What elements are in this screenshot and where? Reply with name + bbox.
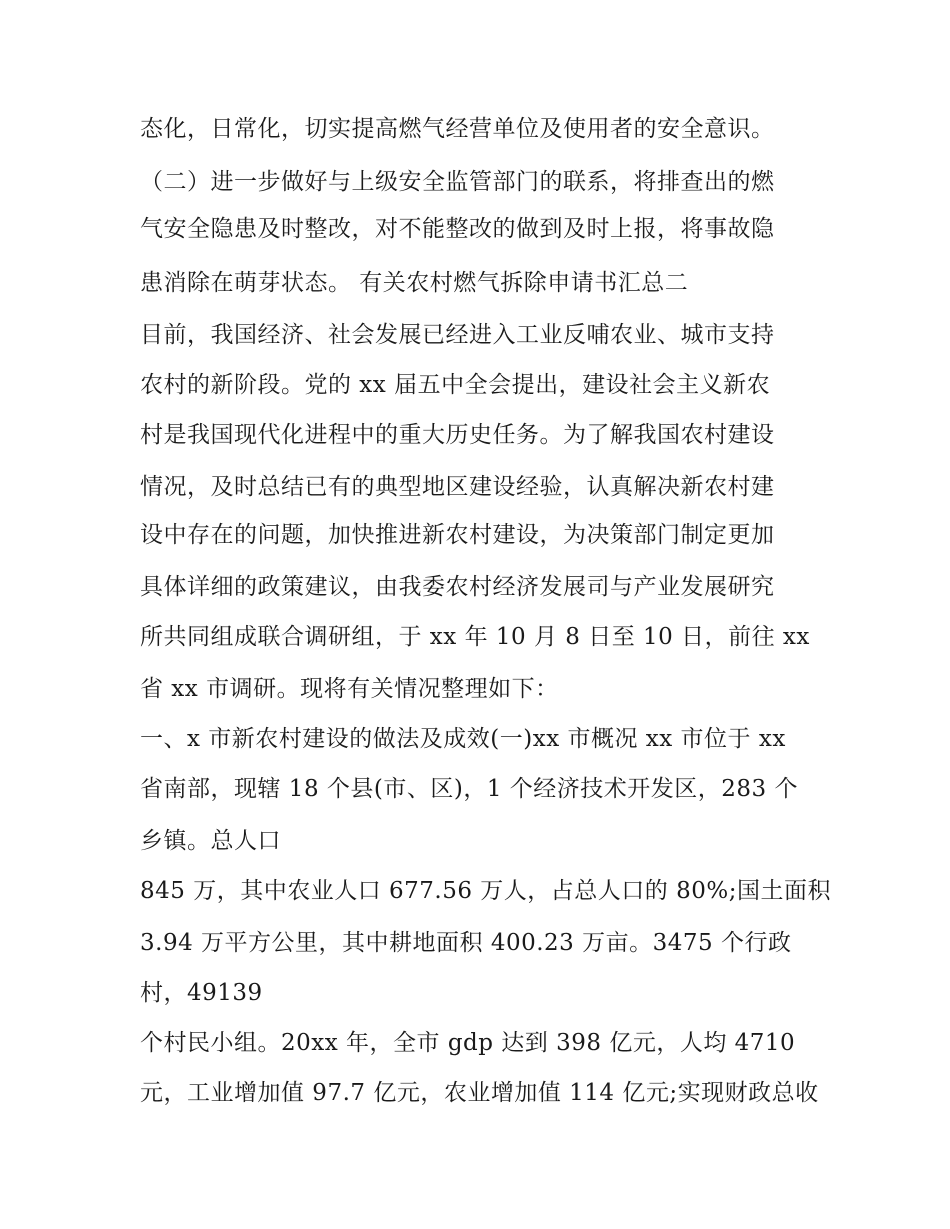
text-line: 具体详细的政策建议，由我委农村经济发展司与产业发展研究 [140, 574, 775, 600]
text-line: （二）进一步做好与上级安全监管部门的联系，将排查出的燃 [140, 169, 775, 195]
text-line: 设中存在的问题，加快推进新农村建设，为决策部门制定更加 [140, 522, 775, 548]
text-line: 农村的新阶段。党的 xx 届五中全会提出，建设社会主义新农 [140, 372, 771, 398]
text-line: 元，工业增加值 97.7 亿元，农业增加值 114 亿元;实现财政总收 [140, 1080, 819, 1106]
text-line: 3.94 万平方公里，其中耕地面积 400.23 万亩。3475 个行政 [140, 930, 792, 956]
text-line: 845 万，其中农业人口 677.56 万人，占总人口的 80%;国土面积 [140, 878, 831, 904]
text-line: 乡镇。总人口 [140, 828, 281, 854]
text-line: 省南部，现辖 18 个县(市、区)，1 个经济技术开发区，283 个 [140, 776, 798, 802]
text-line: 一、x 市新农村建设的做法及成效(一)xx 市概况 xx 市位于 xx [140, 726, 786, 752]
text-line: 气安全隐患及时整改，对不能整改的做到及时上报，将事故隐 [140, 216, 775, 242]
text-line: 情况，及时总结已有的典型地区建设经验，认真解决新农村建 [140, 474, 775, 500]
text-line: 省 xx 市调研。现将有关情况整理如下： [140, 676, 559, 702]
text-line: 目前，我国经济、社会发展已经进入工业反哺农业、城市支持 [140, 322, 775, 348]
text-line: 个村民小组。20xx 年，全市 gdp 达到 398 亿元，人均 4710 [140, 1030, 796, 1056]
text-line: 患消除在萌芽状态。 有关农村燃气拆除申请书汇总二 [140, 270, 689, 296]
text-line: 村是我国现代化进程中的重大历史任务。为了解我国农村建设 [140, 422, 775, 448]
text-line: 态化，日常化，切实提高燃气经营单位及使用者的安全意识。 [140, 116, 775, 142]
text-line: 村，49139 [140, 980, 263, 1006]
text-line: 所共同组成联合调研组，于 xx 年 10 月 8 日至 10 日，前往 xx [140, 624, 810, 650]
